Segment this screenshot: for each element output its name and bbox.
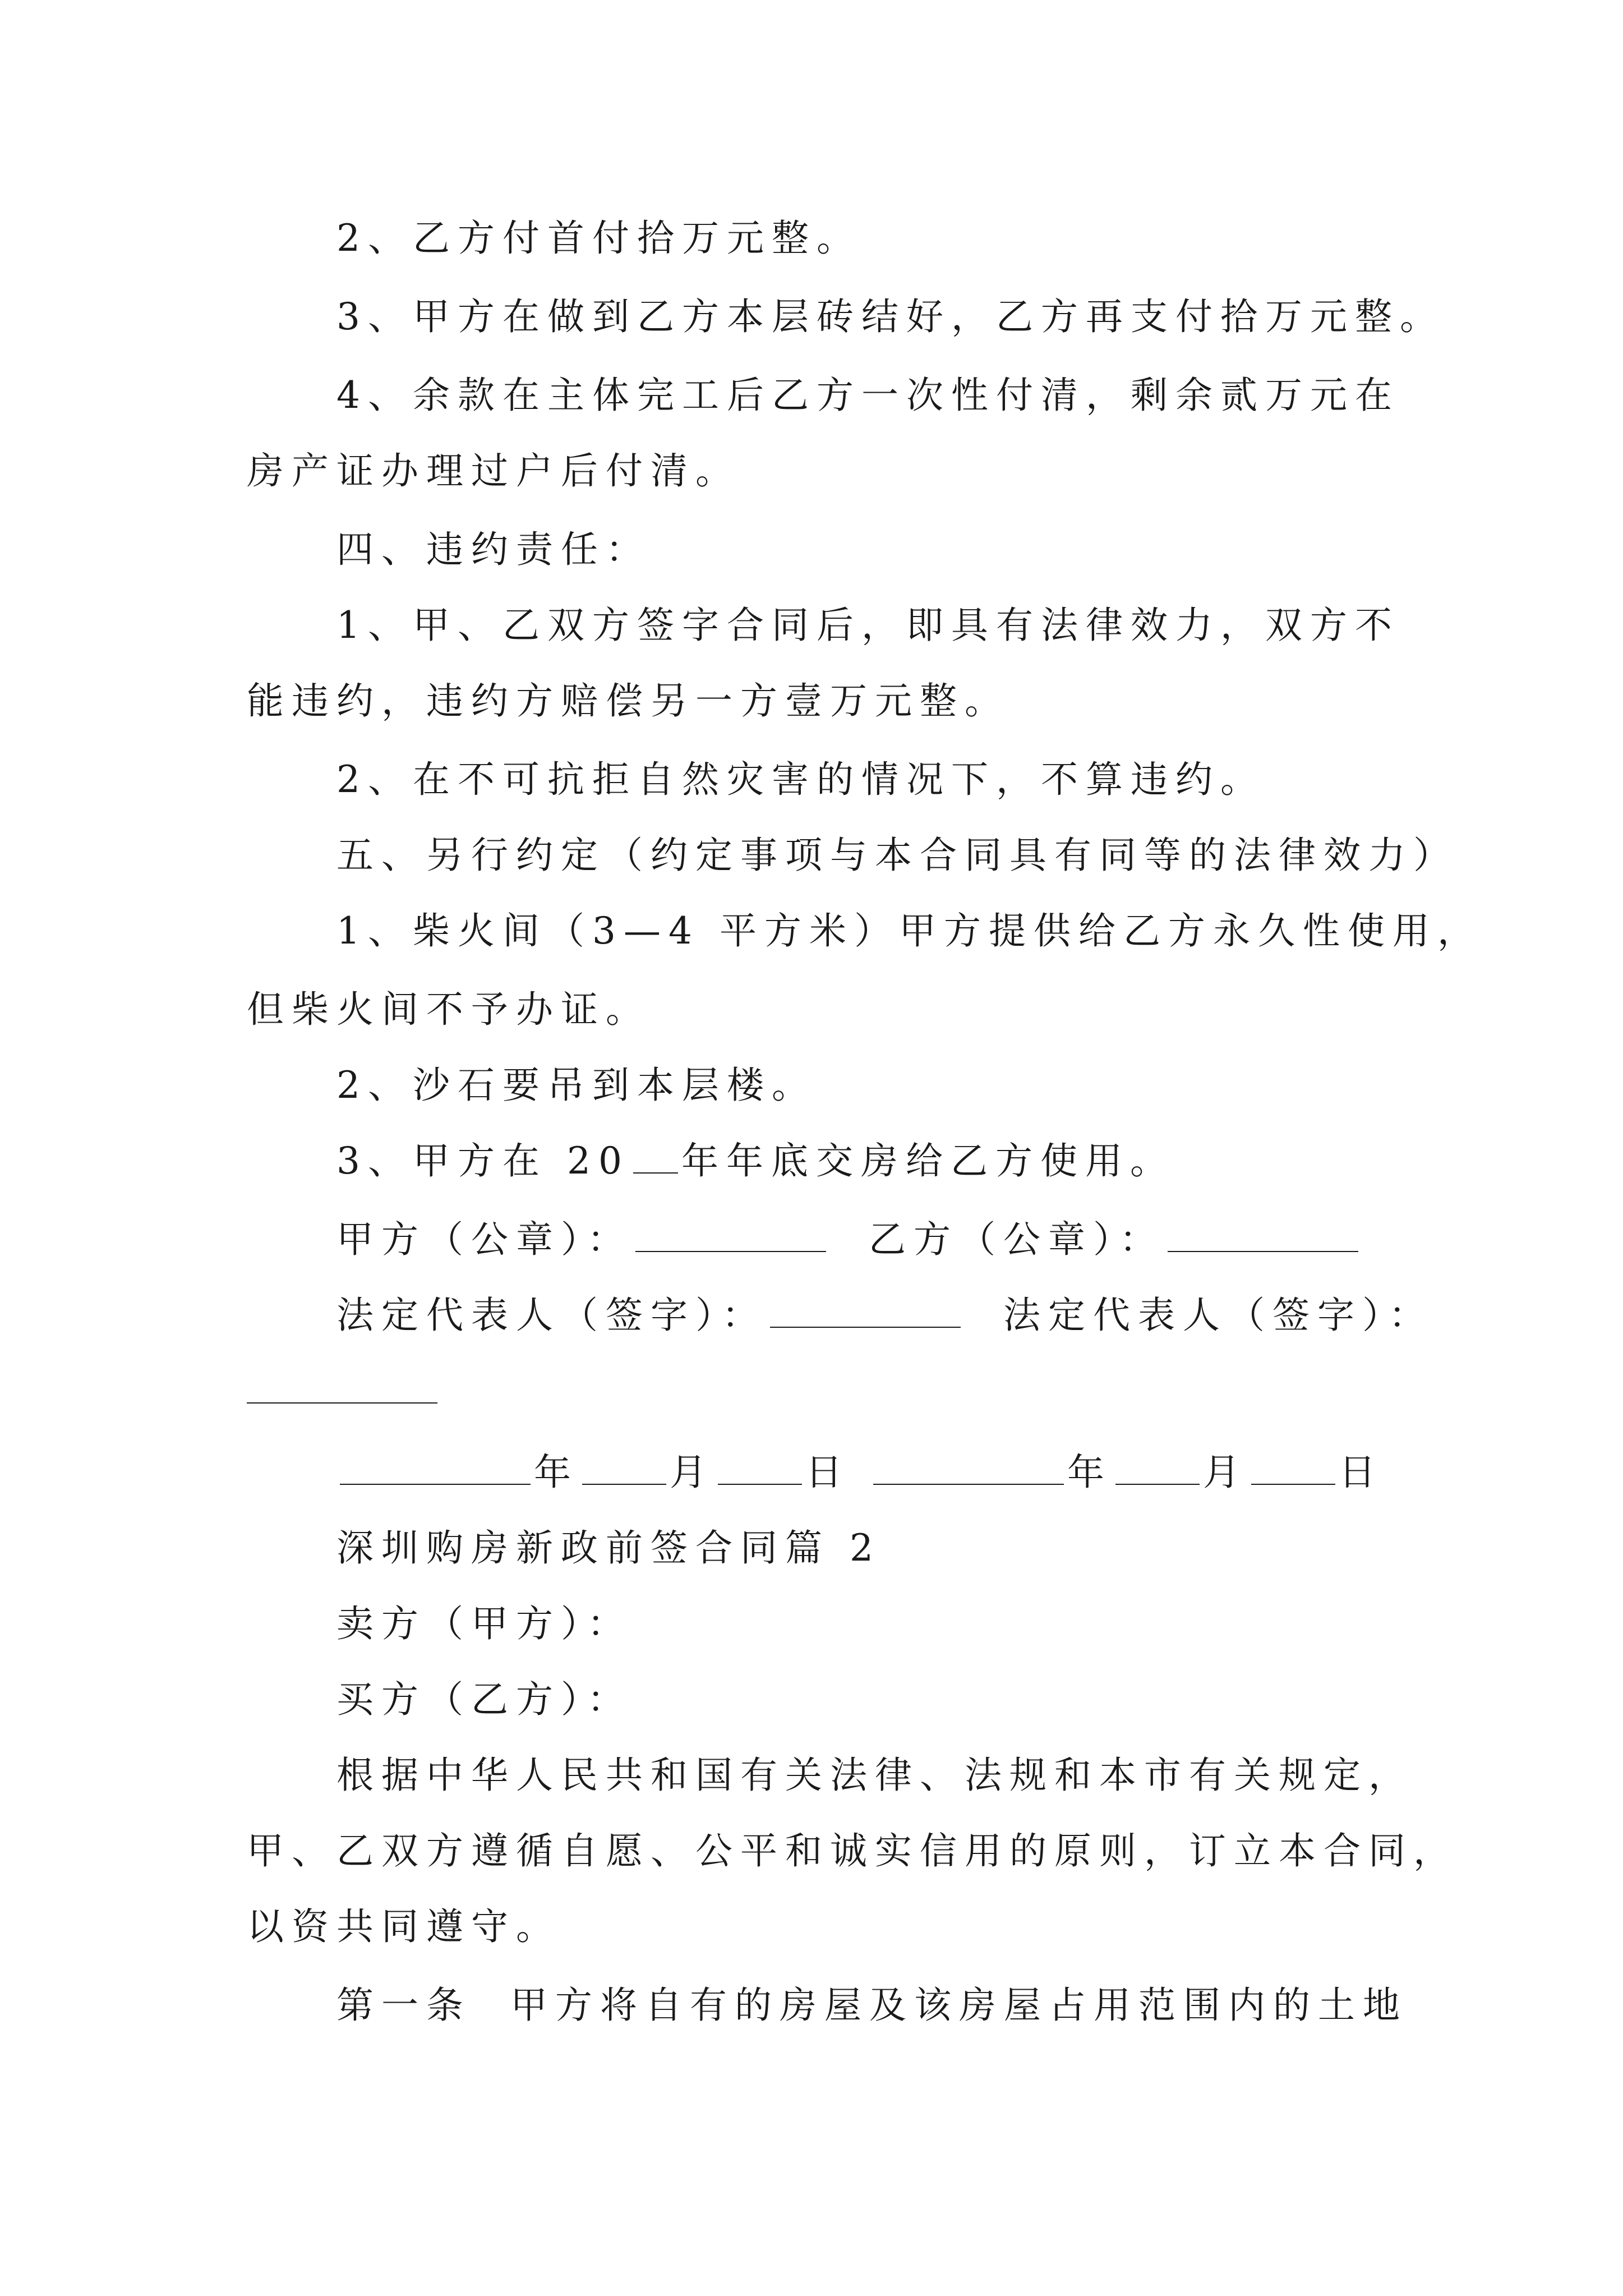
buyer-label: 买方（乙方）：: [336, 1678, 632, 1721]
year-b-label: 年: [1067, 1451, 1112, 1494]
party-a-seal-blank: [635, 1218, 826, 1252]
year-a-label: 年: [534, 1451, 579, 1494]
section-heading-other: 五、另行约定（约定事项与本合同具有同等的法律效力）: [336, 834, 1458, 877]
clause-handover: [336, 1139, 1175, 1184]
clause-shed-line1: 1、柴火间（3—4 平方米）甲方提供给乙方永久性使用，: [336, 909, 1482, 953]
date-line: [336, 1450, 1384, 1495]
party-b-seal-blank: [1168, 1218, 1358, 1252]
day-b-label: 日: [1338, 1451, 1384, 1494]
day-a-label: 日: [805, 1451, 850, 1494]
clause-sand-stone: 2、沙石要吊到本层楼。: [336, 1064, 817, 1107]
intro-line2: 甲、乙双方遵循自愿、公平和诚实信用的原则，订立本合同，: [247, 1829, 1458, 1872]
legal-rep-b-blank: [247, 1402, 437, 1404]
section2-title: 深圳购房新政前签合同篇 2: [336, 1526, 881, 1570]
legal-rep-b-label: 法定代表人（签字）：: [1003, 1294, 1433, 1337]
intro-line1: 根据中华人民共和国有关法律、法规和本市有关规定，: [336, 1754, 1413, 1797]
handover-prefix: 3、甲方在 20: [336, 1139, 630, 1182]
clause-shed-line2: 但柴火间不予办证。: [247, 988, 651, 1031]
month-b-label: 月: [1202, 1451, 1248, 1494]
seller-label: 卖方（甲方）：: [336, 1602, 632, 1645]
year-blank: [633, 1140, 678, 1174]
section-heading-breach: 四、违约责任：: [336, 528, 651, 571]
legal-rep-a-label: 法定代表人（签字）：: [336, 1294, 767, 1337]
day-a-blank: [718, 1451, 802, 1485]
legal-rep-line: [336, 1293, 1433, 1338]
party-b-seal-label: 乙方（公章）：: [868, 1218, 1164, 1261]
legal-rep-a-blank: [770, 1294, 961, 1328]
seal-line: [336, 1217, 1362, 1262]
year-a-blank: [340, 1451, 531, 1485]
clause-breach-line2: 能违约，违约方赔偿另一方壹万元整。: [247, 679, 1009, 723]
month-b-blank: [1115, 1451, 1200, 1485]
clause-balance-line1: 4、余款在主体完工后乙方一次性付清，剩余贰万元在: [336, 374, 1400, 417]
month-a-label: 月: [670, 1451, 714, 1494]
clause-force-majeure: 2、在不可抗拒自然灾害的情况下，不算违约。: [336, 758, 1265, 801]
clause-breach-line1: 1、甲、乙双方签字合同后，即具有法律效力，双方不: [336, 604, 1400, 647]
month-a-blank: [582, 1451, 666, 1485]
clause-balance-line2: 房产证办理过户后付清。: [247, 449, 740, 493]
article-1: 第一条 甲方将自有的房屋及该房屋占用范围内的土地: [336, 1984, 1408, 2027]
year-b-blank: [873, 1451, 1064, 1485]
handover-suffix: 年年底交房给乙方使用。: [681, 1139, 1175, 1182]
clause-second-payment: 3、甲方在做到乙方本层砖结好，乙方再支付拾万元整。: [336, 295, 1445, 338]
day-b-blank: [1251, 1451, 1335, 1485]
party-a-seal-label: 甲方（公章）：: [336, 1218, 632, 1261]
clause-down-payment: 2、乙方付首付拾万元整。: [336, 217, 861, 260]
intro-line3: 以资共同遵守。: [247, 1905, 561, 1948]
